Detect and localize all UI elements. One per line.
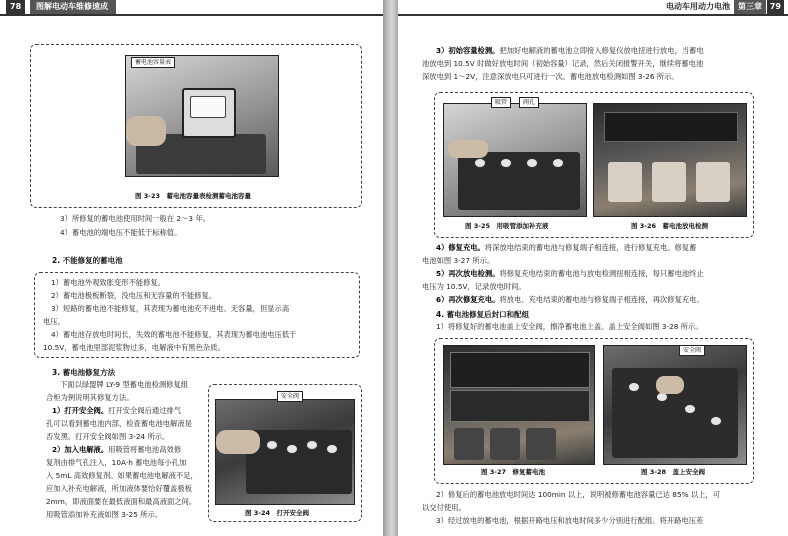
book-spine	[383, 0, 398, 536]
right-page	[398, 0, 788, 536]
method-line-7: 应加入补充电解液，所加液体要恰好覆盖极板	[46, 484, 192, 493]
step-2-line: 2）加入电解液。用吸管将蓄电池高效修	[52, 445, 182, 454]
step-3-line-2: 池放电到 10.5V 时做好放电时间（初始容量）记录，然后关闭报警开关，继续将蓄电池	[422, 59, 704, 68]
method-line-3: 孔可以看到蓄电池内部，检查蓄电池电解液是	[46, 419, 192, 428]
figure-3-25-photo	[443, 103, 587, 217]
figure-3-27-caption: 图 3-27 修复蓄电池	[481, 468, 546, 476]
left-page-number: 78	[6, 0, 25, 14]
step-4-line: 4）修复充电。将深放电结束的蓄电池与修复端子相连接，进行修复充电。修复蓄	[436, 243, 697, 252]
section-4-line: 1）将修复好的蓄电池盖上安全阀，擦净蓄电池上盖。盖上安全阀如图 3-28 所示。	[436, 322, 703, 331]
valve-hole-callout: 阀孔	[519, 97, 539, 108]
left-page-header	[0, 0, 383, 16]
section-3-heading: 3. 蓄电池修复方法	[52, 368, 116, 377]
section-2-heading: 2. 不能修复的蓄电池	[52, 256, 123, 265]
box-item-3-cont: 电压。	[43, 317, 65, 326]
figures-3-27-3-28-frame	[434, 338, 754, 484]
section-4-heading: 4. 蓄电池修复后封口和配组	[436, 310, 530, 319]
box-item-2: 2）蓄电池极板断裂，没电压和无容量的不能修复。	[51, 291, 217, 300]
step-3-line: 3）初始容量检测。把加好电解液的蓄电池立即接入修复仪放电扭进行放电，当蓄电	[436, 46, 704, 55]
step-5-line-2: 电压为 10.5V，记录放电时间。	[422, 282, 526, 291]
chapter-label: 第三章	[734, 0, 766, 14]
figure-3-26-caption: 图 3-26 蓄电池放电检测	[631, 222, 709, 230]
box-item-4: 4）蓄电池存放电时间长，失效的蓄电池不能修复，其表现为蓄电池电压低于	[51, 330, 297, 339]
hand	[216, 430, 260, 454]
tail-line-1: 2）修复后的蓄电池放电时间达 100min 以上，说明被修蓄电池容量已达 85% 以上，可	[436, 490, 721, 499]
right-page-header	[398, 0, 788, 16]
box-item-4-cont: 10.5V，蓄电池里部泥浆物过多，电解液中有黑色杂质。	[43, 343, 225, 352]
method-line-8: 2mm，即液面要在最低液面和最高液面之间。	[46, 497, 197, 506]
figure-3-24-photo	[215, 399, 355, 505]
method-line-2: 合柜为例说明其修复方法。	[46, 393, 134, 402]
figure-3-25-caption: 图 3-25 用吸管添加补充液	[465, 222, 549, 230]
step-3-line-3: 深放电到 1～2V，注意深放电只可进行一次。蓄电池放电检测如图 3-26 所示。	[422, 72, 679, 81]
figure-3-23-photo	[125, 55, 279, 177]
method-line-9: 用吸管添加补充液如图 3-25 所示。	[46, 510, 163, 519]
note-item-3: 3）所修复的蓄电池使用时间一般在 2～3 年。	[60, 214, 210, 223]
figure-3-23-caption: 图 3-23 蓄电池容量表检测蓄电池容量	[135, 192, 252, 200]
note-item-4: 4）蓄电池的端电压不能低于标称值。	[60, 228, 182, 237]
step-5-line: 5）再次放电检测。将修复充电结束的蓄电池与放电检测扭相连接，每只蓄电池终止	[436, 269, 704, 278]
figure-3-28-caption: 图 3-28 盖上安全阀	[641, 468, 706, 476]
tail-line-3: 3）经过放电的蓄电池，根据开路电压和放电时间多少分别进行配组。将开路电压差	[436, 516, 704, 525]
tail-line-2: 以交付使用。	[422, 503, 466, 512]
method-line-6: 入 5mL 高效修复剂。如果蓄电池电解液不足，	[46, 471, 198, 480]
right-book-title: 电动车用动力电池	[666, 2, 730, 11]
figures-3-25-3-26-frame	[434, 92, 754, 238]
capacity-meter-callout: 蓄电池容量表	[131, 57, 175, 68]
pipette-callout: 吸管	[491, 97, 511, 108]
non-repairable-box	[34, 272, 360, 358]
figure-3-23-frame	[30, 44, 362, 208]
hand	[448, 140, 488, 158]
right-page-number: 79	[767, 0, 784, 14]
figure-3-26-photo	[593, 103, 747, 217]
capacity-meter	[182, 88, 236, 138]
left-book-title: 图解电动车维修速成	[30, 0, 116, 14]
figure-3-24-frame	[208, 384, 362, 522]
figure-3-28-photo	[603, 345, 747, 465]
method-line-4: 否发黑。打开安全阀如图 3-24 所示。	[46, 432, 170, 441]
safety-valve-callout-right: 安全阀	[679, 345, 705, 356]
left-page	[0, 0, 383, 536]
step-1-line: 1）打开安全阀。打开安全阀后通过排气	[52, 406, 182, 415]
safety-valve-callout: 安全阀	[277, 391, 303, 402]
step-6-line: 6）再次修复充电。将放电、充电结束的蓄电池与修复端子相连接，再次修复充电。	[436, 295, 704, 304]
step-4-line-2: 电池如图 3-27 所示。	[422, 256, 495, 265]
method-line-1: 下面以绿盟牌 LY-9 型蓄电池检测修复组	[60, 380, 189, 389]
figure-3-27-photo	[443, 345, 595, 465]
hand	[126, 116, 166, 146]
method-line-5: 复剂由排气孔注入，10A·h 蓄电池每小孔加	[46, 458, 187, 467]
hand	[656, 376, 684, 394]
box-item-3: 3）短路的蓄电池不能修复，其表现为蓄电池充不进电、无容量，但显示高	[51, 304, 290, 313]
box-item-1: 1）蓄电池外观致胀变形不能修复。	[51, 278, 166, 287]
figure-3-24-caption: 图 3-24 打开安全阀	[245, 509, 310, 517]
